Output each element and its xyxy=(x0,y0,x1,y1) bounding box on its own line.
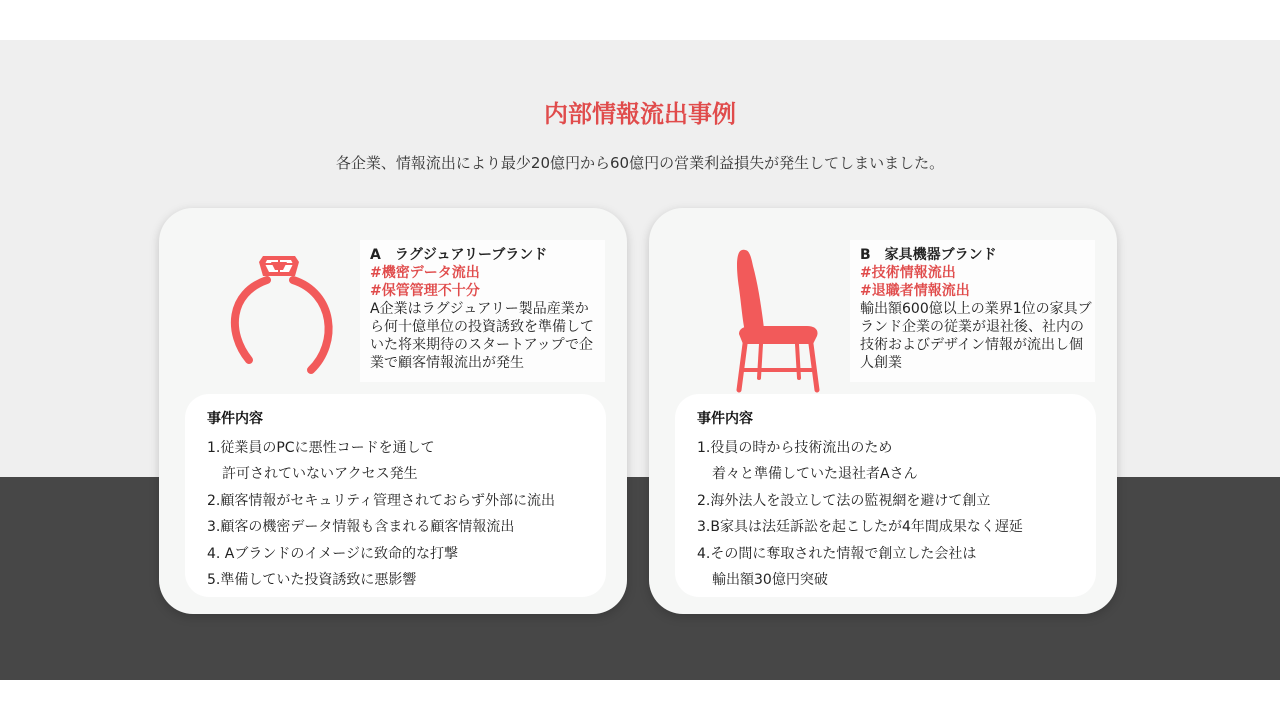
incident-box xyxy=(185,394,606,597)
brand-info-box xyxy=(360,240,605,382)
incident-line: 2.顧客情報がセキュリティ管理されておらず外部に流出 xyxy=(207,492,555,509)
page-subtitle: 各企業、情報流出により最少20億円から60億円の営業利益損失が発生してしまいました。 xyxy=(335,154,945,172)
incident-line: 許可されていないアクセス発生 xyxy=(222,466,418,483)
incident-line: 2.海外法人を設立して法の監視網を避けて創立 xyxy=(697,492,991,509)
tag-retiree-info-leak: #退職者情報流出 xyxy=(860,283,970,299)
tag-technology-leak: #技術情報流出 xyxy=(860,265,956,281)
case-card-a xyxy=(159,208,627,614)
brand-description: 輸出額600億以上の業界1位の家具ブランド企業の従業が退社後、社内の技術およびデザイン情報が流出し個人創業 xyxy=(860,301,1092,371)
tag-confidential-data-leak: #機密データ流出 xyxy=(370,265,480,281)
incident-line: 3.顧客の機密データ情報も含まれる顧客情報流出 xyxy=(207,519,515,536)
tag-insufficient-storage: #保管管理不十分 xyxy=(370,283,480,299)
incident-title: 事件内容 xyxy=(697,411,753,427)
brand-name: B 家具機器ブランド xyxy=(860,247,997,263)
brand-description: A企業はラグジュアリー製品産業から何十億単位の投資誘致を準備していた将来期待のスタートアップで企業で顧客情報流出が発生 xyxy=(370,301,594,371)
incident-line: 4. Aブランドのイメージに致命的な打撃 xyxy=(207,545,458,562)
ring-icon xyxy=(219,238,359,398)
incident-line: 3.B家具は法廷訴訟を起こしたが4年間成果なく遅延 xyxy=(697,519,1023,536)
incident-title: 事件内容 xyxy=(207,411,263,427)
incident-line: 輸出額30億円突破 xyxy=(712,572,828,589)
page-title: 内部情報流出事例 xyxy=(544,100,736,128)
incident-line: 4.その間に奪取された情報で創立した会社は xyxy=(697,545,977,562)
incident-box xyxy=(675,394,1096,597)
chair-icon xyxy=(709,238,849,398)
brand-name: A ラグジュアリーブランド xyxy=(370,247,548,263)
brand-info-box xyxy=(850,240,1095,382)
incident-line: 5.準備していた投資誘致に悪影響 xyxy=(207,572,417,589)
incident-line: 1.役員の時から技術流出のため xyxy=(697,440,893,456)
case-card-b xyxy=(649,208,1117,614)
incident-line: 着々と準備していた退社者Aさん xyxy=(712,466,918,483)
incident-line: 1.従業員のPCに悪性コードを通して xyxy=(207,440,435,456)
